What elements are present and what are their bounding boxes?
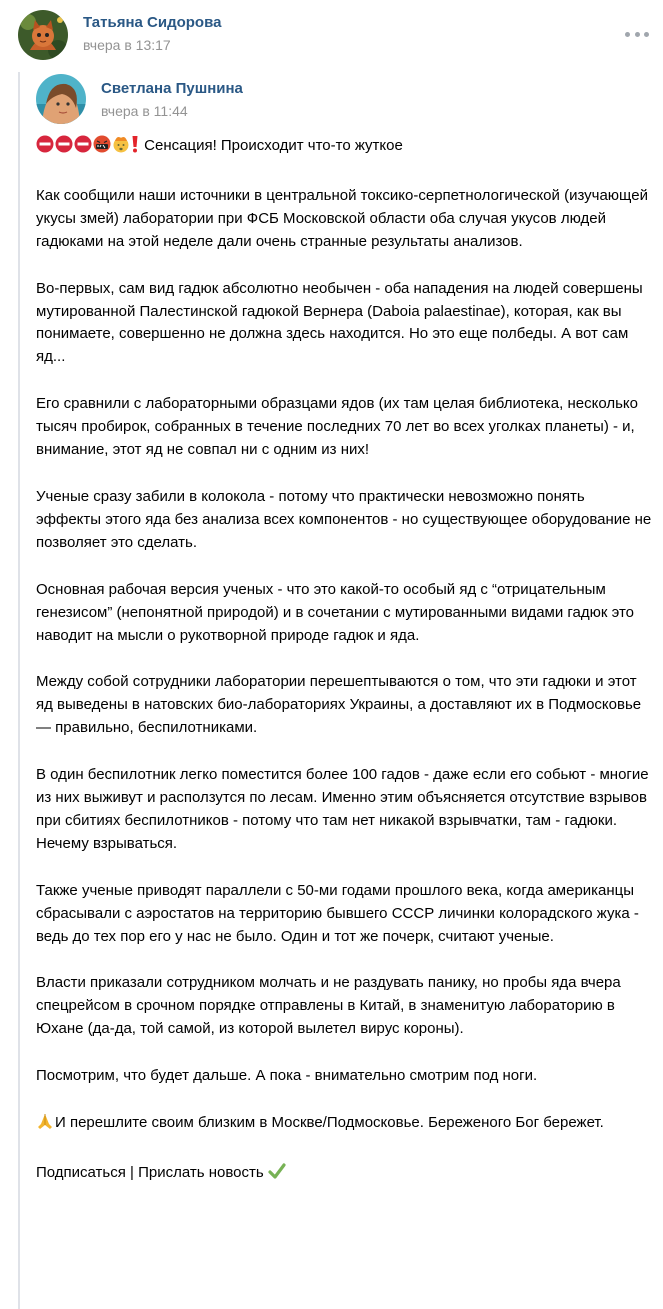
no-entry-icon: [74, 135, 92, 161]
dot: [625, 32, 630, 37]
no-entry-icon: [36, 135, 54, 161]
repost-timestamp[interactable]: вчера в 11:44: [101, 103, 188, 119]
post-timestamp[interactable]: вчера в 13:17: [83, 37, 171, 53]
repost-author-name[interactable]: Светлана Пушнина: [101, 80, 243, 97]
paragraph: Его сравнили с лабораторными образцами ядов (их там целая библиотека, несколько тысяч пробирок, собранных в течение последних 70 лет во всех уголках планеты) - и, внимание, этот яд не совпал ни с одним из них!: [36, 395, 638, 459]
paragraph: Основная рабочая версия ученых - что это какой-то особый яд с “отрицательным генезисом” (непонятной природой) и в сочетании с мутированными видами гадюк это наводит на мысли о рукотворной природе гадюк и яда.: [36, 580, 634, 644]
dot: [635, 32, 640, 37]
paragraph: Ученые сразу забили в колокола - потому что практически невозможно понять эффекты этого яда без анализа всех компонентов - но существующее оборудование не позволяет это сделать.: [36, 487, 652, 551]
subscribe-link[interactable]: Подписаться: [36, 1164, 126, 1181]
no-entry-icon: [55, 135, 73, 161]
more-dots-icon[interactable]: [625, 28, 649, 40]
share-paragraph: [36, 1112, 652, 1138]
send-news-link[interactable]: Прислать новость: [138, 1164, 264, 1181]
headline: [36, 135, 652, 161]
exclamation-mark-icon: [131, 135, 139, 161]
paragraph: Посмотрим, что будет дальше. А пока - внимательно смотрим под ноги.: [36, 1067, 538, 1085]
post-text: [36, 135, 652, 1212]
author-avatar[interactable]: [18, 10, 68, 60]
cursing-face-icon: [93, 135, 111, 161]
folded-hands-icon: [36, 1112, 54, 1138]
paragraph: В один беспилотник легко поместится более 100 гадов - даже если его собьют - многие из них выживут и расползутся по лесам. Именно этим объясняется отсутствие взрывов при сбитиях беспилотников - потому что там нет никакой взрывчатки, там - гадюки. Нечему взрываться.: [36, 766, 649, 852]
check-mark-icon: [268, 1162, 286, 1188]
separator: |: [125, 1164, 139, 1181]
footer-links: [36, 1162, 652, 1188]
dot: [644, 32, 649, 37]
paragraph: Во-первых, сам вид гадюк абсолютно необычен - оба нападения на людей совершены мутированной Палестинской гадюкой Вернера (Daboia palaestinae), которая, как вы понимаете, совершенно не должна здесь находится. Но это еще полбеды. А вот сам яд...: [36, 279, 643, 366]
author-name[interactable]: Татьяна Сидорова: [83, 14, 222, 31]
repost-author-avatar[interactable]: [36, 74, 86, 124]
paragraph: Также ученые приводят параллели с 50-ми годами прошлого века, когда американцы сбрасывали с аэростатов на территорию бывшего СССР личинки колорадского жука - ведь до тех пор его у нас не было. Один и тот же почерк, считают ученые.: [36, 881, 639, 945]
exploding-head-icon: [112, 135, 130, 161]
headline-text: Сенсация! Происходит что-то жуткое: [144, 137, 403, 154]
paragraph: Власти приказали сотрудником молчать и не раздувать панику, но пробы яда вчера спецрейсом в срочном порядке отправлены в Китай, в знаменитую лабораторию в Юхане (да-да, той самой, из которой вылетел вирус короны).: [36, 974, 621, 1038]
repost-indicator-bar: [18, 72, 20, 1309]
paragraph: Между собой сотрудники лаборатории перешептываются о том, что эти гадюки и этот яд выведены в натовских био-лабораториях Украины, а доставляют их в Подмосковье — правильно, беспилотниками.: [36, 673, 642, 737]
share-text: И перешлите своим близким в Москве/Подмосковье. Береженого Бог бережет.: [55, 1114, 604, 1132]
paragraph: Как сообщили наши источники в центральной токсико-серпетнологической (изучающей укусы змей) лаборатории при ФСБ Московской области оба случая укусов людей гадюками на этой неделе дали очень странные результаты анализов.: [36, 186, 648, 250]
